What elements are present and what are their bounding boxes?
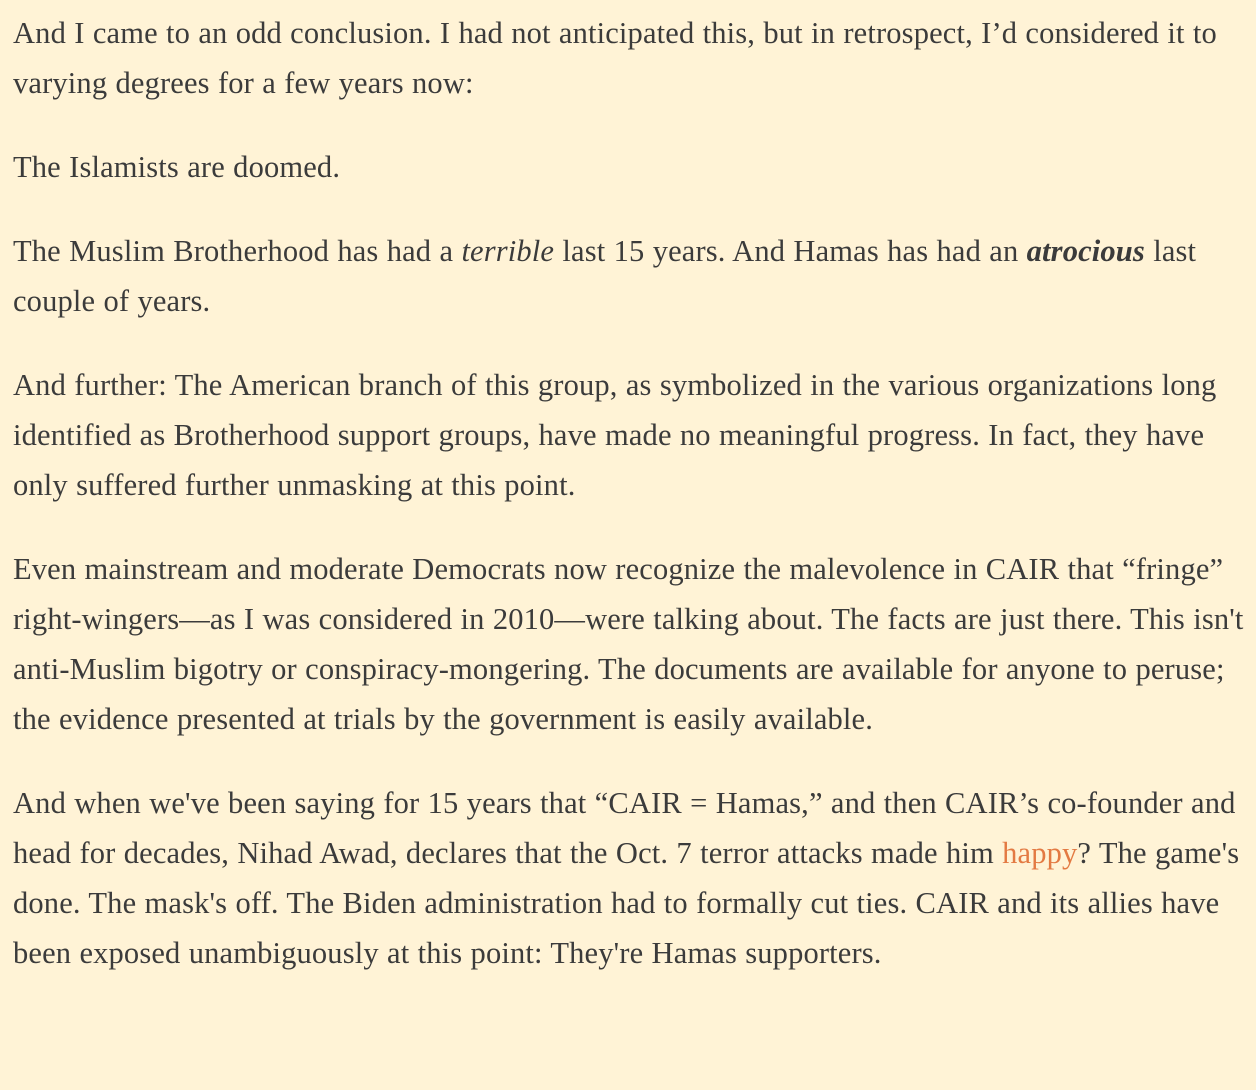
paragraph-text: And when we've been saying for 15 years that “CAIR = Hamas,” and then CAIR’s co-founder and head for decades, Nihad Awad, declares that the Oct. 7 terror attacks made him — [13, 786, 1236, 870]
emphasis-terrible: terrible — [461, 234, 555, 268]
happy-link[interactable]: happy — [1002, 836, 1078, 870]
paragraph-text: last 15 years. And Hamas has had an — [554, 234, 1027, 268]
paragraph-text: last couple of years. — [13, 234, 1197, 318]
paragraph-text: The Muslim Brotherhood has had a — [13, 234, 462, 268]
paragraph-islamists-doomed: The Islamists are doomed. — [13, 150, 341, 184]
paragraph-democrats-cair: Even mainstream and moderate Democrats now recognize the malevolence in CAIR that “fringe” right-wingers—as I was considered in 2010—were talking about. The facts are just there. This isn't anti-Muslim bigotry or conspiracy-mongering. The documents are available for anyone to peruse; the evidence presented at trials by the government is easily available. — [13, 552, 1244, 736]
paragraph-cair-hamas — [13, 778, 1256, 978]
paragraph-brotherhood — [13, 226, 1256, 326]
paragraph-american-branch: And further: The American branch of this group, as symbolized in the various organizations long identified as Brotherhood support groups, have made no meaningful progress. In fact, they have only suffered further unmasking at this point. — [13, 368, 1217, 502]
paragraph-conclusion: And I came to an odd conclusion. I had not anticipated this, but in retrospect, I’d considered it to varying degrees for a few years now: — [13, 16, 1217, 100]
paragraph-text: ? The game's done. The mask's off. The Biden administration had to formally cut ties. CAIR and its allies have been exposed unambiguously at this point: They're Hamas supporters. — [13, 836, 1240, 970]
emphasis-atrocious: atrocious — [1026, 234, 1145, 268]
